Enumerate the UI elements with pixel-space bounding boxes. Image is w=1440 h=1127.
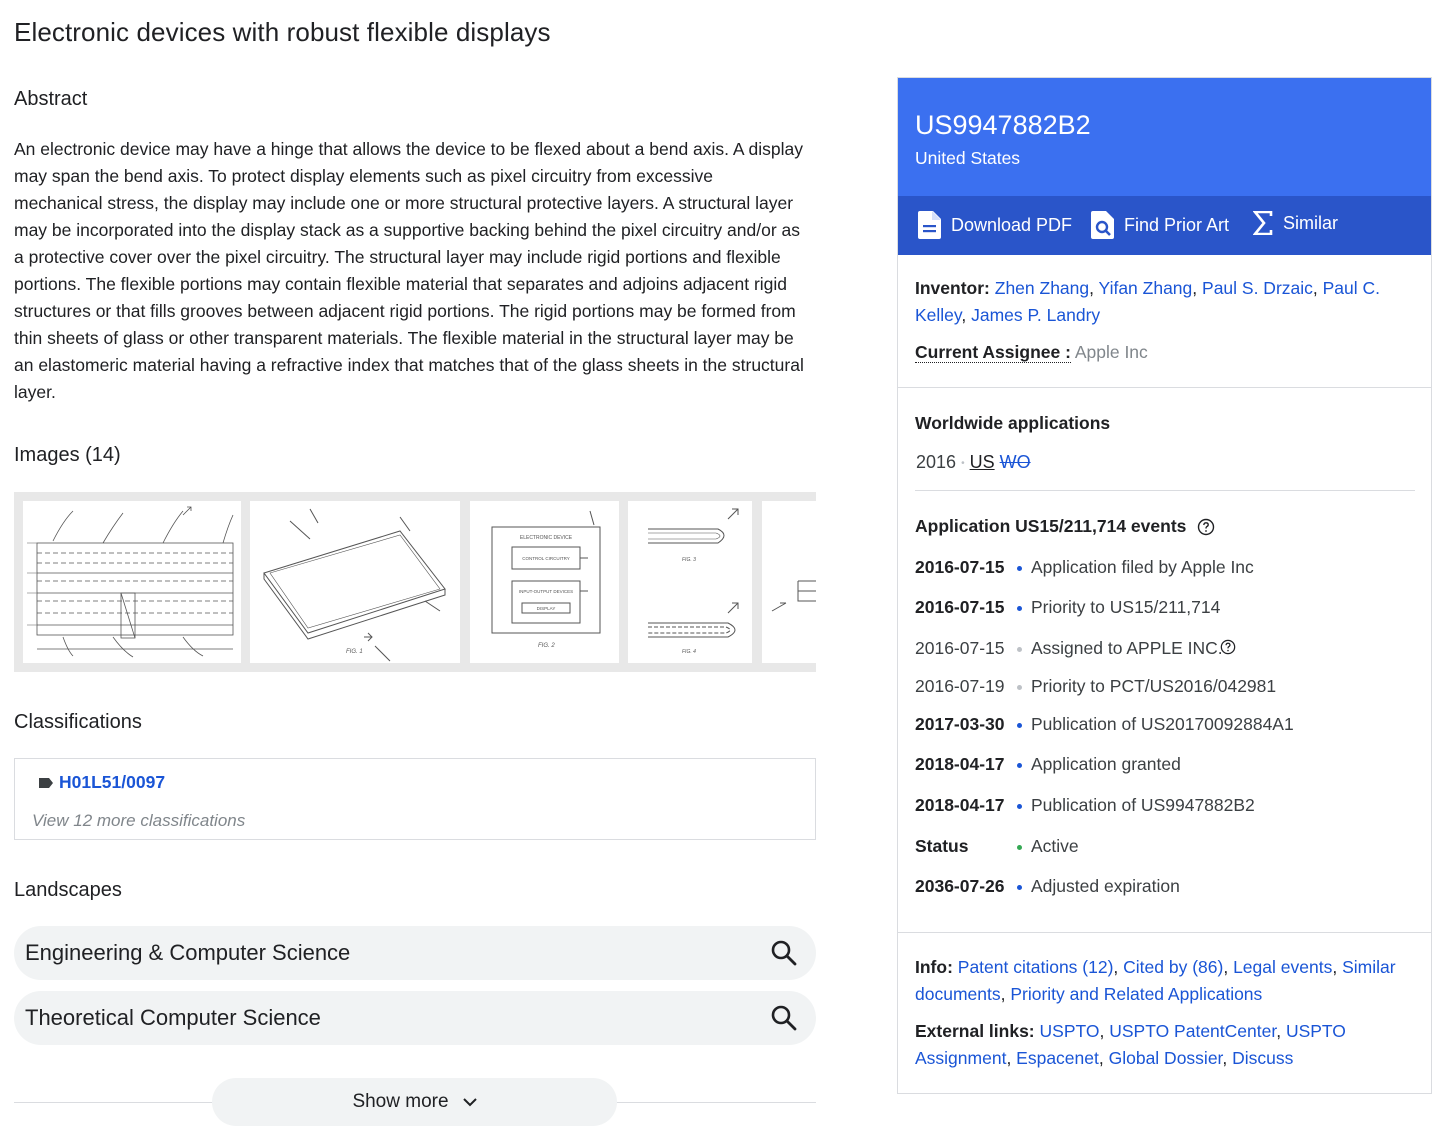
- worldwide-us-link[interactable]: US: [969, 452, 995, 472]
- figure-label: FIG. 3: [682, 557, 696, 563]
- divider: [898, 387, 1431, 388]
- external-link[interactable]: USPTO: [1039, 1021, 1100, 1041]
- show-more-label: Show more: [352, 1091, 449, 1112]
- patent-figure-thumbnail[interactable]: [250, 501, 460, 663]
- figure-text: DISPLAY: [536, 606, 556, 611]
- worldwide-wo-link[interactable]: WO: [999, 452, 1031, 472]
- view-more-classifications[interactable]: View 12 more classifications: [32, 811, 246, 830]
- event-text: Assigned to APPLE INC.: [1031, 638, 1223, 658]
- event-row: [915, 597, 1415, 624]
- similar-button[interactable]: [1253, 211, 1338, 235]
- event-dot: [1017, 606, 1022, 611]
- inventor-label: Inventor:: [915, 278, 990, 298]
- event-dot: [1017, 685, 1022, 690]
- landscape-label: Engineering & Computer Science: [25, 940, 351, 965]
- event-row: [915, 714, 1415, 741]
- event-row: [915, 557, 1415, 584]
- inventors: Inventor: Zhen Zhang, Yifan Zhang, Paul S. Drzaic, Paul C. Kelley, James P. Landry: [915, 278, 1381, 325]
- event-dot: [1017, 566, 1022, 571]
- prior-art-search-icon: [1091, 211, 1114, 239]
- pdf-file-icon: [918, 211, 941, 239]
- event-text: Application filed by Apple Inc: [1031, 557, 1254, 577]
- figure-label: FIG. 2: [538, 643, 555, 649]
- divider: [898, 932, 1431, 933]
- tag-icon: [39, 778, 53, 788]
- image-carousel[interactable]: [14, 492, 816, 672]
- event-text: Publication of US9947882B2: [1031, 795, 1255, 815]
- event-row: [915, 836, 1415, 863]
- landscape-label: Theoretical Computer Science: [25, 1005, 321, 1030]
- publication-number: US9947882B2: [915, 110, 1091, 140]
- assignee-value: Apple Inc: [1074, 342, 1148, 362]
- event-text: Active: [1031, 836, 1079, 856]
- current-assignee: [915, 339, 1415, 366]
- event-text: Adjusted expiration: [1031, 876, 1180, 896]
- publication-country: United States: [915, 148, 1021, 168]
- patent-figure-thumbnail[interactable]: [762, 501, 816, 663]
- external-link[interactable]: Espacenet: [1016, 1048, 1099, 1068]
- event-dot: [1017, 845, 1022, 850]
- event-date: 2018-04-17: [915, 754, 1005, 774]
- info-links: Info: Patent citations (12), Cited by (86), Legal events, Similar documents, Priority and Related Applications: [915, 957, 1396, 1004]
- external-link[interactable]: Discuss: [1232, 1048, 1294, 1068]
- info-link[interactable]: Priority and Related Applications: [1010, 984, 1263, 1004]
- event-date: 2016-07-15: [915, 557, 1005, 577]
- event-dot: [1017, 804, 1022, 809]
- divider: [915, 490, 1415, 491]
- download-pdf-button[interactable]: [918, 211, 1072, 239]
- worldwide-year: 2016: [916, 452, 957, 472]
- info-link[interactable]: Patent citations (12): [957, 957, 1114, 977]
- abstract-text: An electronic device may have a hinge that allows the device to be flexed about a bend axis. A display may span the bend axis. To protect display elements such as pixel circuitry from excessive mechanical stress, the display may include one or more structural protective layers. A structural layer may be incorporated into the display stack as a supportive backing behind the pixel circuitry and/or as a protective cover over the pixel circuitry. The structural layer may include rigid portions and flexible portions. The flexible portions may contain flexible material that separates and adjoins adjacent rigid structures or that fills grooves between adjacent rigid portions. The rigid portions may be formed from thin sheets of glass or other transparent materials. The flexible material in the structural layer may be an elastomeric material having a refractive index that matches that of the glass sheets in the structural layer.: [14, 139, 804, 402]
- search-icon[interactable]: [770, 939, 798, 967]
- info-link[interactable]: Legal events: [1233, 957, 1333, 977]
- external-links: External links: USPTO, USPTO PatentCenter, USPTO Assignment, Espacenet, Global Dossier, Discuss: [915, 1021, 1346, 1068]
- classification-link[interactable]: [39, 772, 165, 793]
- help-icon[interactable]: [1220, 639, 1236, 655]
- landscapes-heading: Landscapes: [14, 879, 122, 901]
- events-heading-text: Application US15/211,714 events: [915, 516, 1187, 536]
- event-row: [915, 754, 1415, 781]
- action-bar: [898, 196, 1431, 255]
- event-row: [915, 876, 1415, 903]
- download-pdf-label: Download PDF: [951, 214, 1073, 235]
- figure-text: ELECTRONIC DEVICE: [519, 535, 573, 541]
- landscape-item[interactable]: [14, 926, 816, 980]
- figure-text: INPUT-OUTPUT DEVICES: [518, 589, 574, 594]
- assignee-label: Current Assignee :: [915, 342, 1071, 362]
- external-link[interactable]: Global Dossier: [1108, 1048, 1223, 1068]
- event-dot: [1017, 763, 1022, 768]
- classifications-heading: Classifications: [14, 711, 142, 733]
- figure-text: CONTROL CIRCUITRY: [522, 556, 570, 561]
- worldwide-heading: Worldwide applications: [915, 413, 1111, 433]
- external-link[interactable]: USPTO Assignment: [915, 1021, 1346, 1068]
- classification-code: H01L51/0097: [59, 772, 166, 792]
- event-date: 2016-07-19: [915, 676, 1005, 696]
- event-row: [915, 638, 1415, 665]
- inventor-link[interactable]: Yifan Zhang: [1098, 278, 1193, 298]
- patent-figure-thumbnail[interactable]: [470, 501, 619, 663]
- search-icon[interactable]: [770, 1004, 798, 1032]
- chevron-down-icon: [463, 1098, 477, 1107]
- event-dot: [1017, 723, 1022, 728]
- help-icon[interactable]: [1197, 518, 1215, 536]
- info-link[interactable]: Cited by (86): [1123, 957, 1224, 977]
- event-text: Priority to US15/211,714: [1031, 597, 1221, 617]
- abstract-heading: Abstract: [14, 88, 88, 110]
- sigma-icon: [1253, 211, 1273, 235]
- info-link[interactable]: Similar documents: [915, 957, 1396, 1004]
- similar-label: Similar: [1283, 212, 1339, 233]
- event-row: [915, 676, 1415, 703]
- figure-label: FIG. 4: [682, 649, 696, 655]
- inventor-link[interactable]: James P. Landry: [971, 305, 1101, 325]
- external-label: External links:: [915, 1021, 1035, 1041]
- publication-header: [898, 78, 1431, 196]
- info-label: Info:: [915, 957, 953, 977]
- figure-label: FIG. 1: [346, 649, 363, 655]
- event-date: 2016-07-15: [915, 638, 1005, 658]
- event-date: 2018-04-17: [915, 795, 1005, 815]
- external-link[interactable]: USPTO PatentCenter: [1109, 1021, 1277, 1041]
- event-text: Application granted: [1031, 754, 1181, 774]
- events-heading: [915, 513, 1415, 540]
- event-row: [915, 795, 1415, 822]
- event-date: 2017-03-30: [915, 714, 1005, 734]
- worldwide-applications: [916, 449, 1416, 477]
- patent-figure-thumbnail[interactable]: [628, 501, 752, 663]
- find-prior-art-label: Find Prior Art: [1124, 214, 1230, 235]
- event-dot: [1017, 647, 1022, 652]
- separator-dot: •: [961, 457, 965, 469]
- show-more-button[interactable]: [212, 1078, 617, 1126]
- inventor-link[interactable]: Paul C. Kelley: [915, 278, 1381, 325]
- event-date: 2036-07-26: [915, 876, 1005, 896]
- images-heading: Images (14): [14, 444, 121, 466]
- event-date: Status: [915, 836, 969, 856]
- classifications-box: [14, 758, 816, 840]
- find-prior-art-button[interactable]: [1091, 211, 1229, 239]
- event-date: 2016-07-15: [915, 597, 1005, 617]
- event-dot: [1017, 885, 1022, 890]
- event-text: Priority to PCT/US2016/042981: [1031, 676, 1277, 696]
- patent-summary-panel: [897, 77, 1432, 1094]
- page-title: Electronic devices with robust flexible displays: [14, 17, 551, 47]
- event-text: Publication of US20170092884A1: [1031, 714, 1294, 734]
- landscape-item[interactable]: [14, 991, 816, 1045]
- patent-figure-thumbnail[interactable]: [23, 501, 241, 663]
- inventor-link[interactable]: Paul S. Drzaic: [1202, 278, 1313, 298]
- inventor-link[interactable]: Zhen Zhang: [994, 278, 1090, 298]
